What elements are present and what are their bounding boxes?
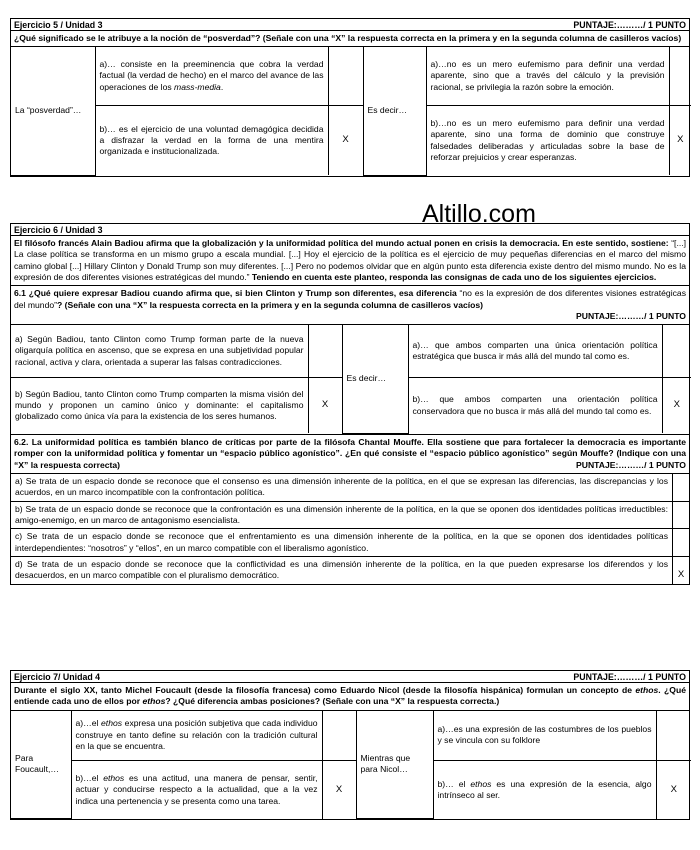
exercise-6-2-option: a) Se trata de un espacio donde se reconoce que el consenso es una dimensión inherente de la política, en el que se expresan las diferencias, las discrepancias y los acuerdos, en un marco incompatible con la confrontación política. xyxy=(11,474,689,502)
exercise-7-checkbox-a2[interactable] xyxy=(656,711,691,761)
exercise-7 xyxy=(10,670,690,820)
exercise-5-table xyxy=(11,47,691,176)
exercise-7-question: Durante el siglo XX, tanto Michel Foucault (desde la filosofía francesa) como Eduardo Nicol (desde la filosofía hispánica) formulan un concepto de ethos. ¿Qué entiende cada uno de ellos por ethos? ¿Qué diferencia ambas posiciones? (Señale con una “X” la respuesta correcta.) xyxy=(11,683,689,711)
exercise-6-2-options xyxy=(11,474,689,584)
exercise-7-score: PUNTAJE:………/ 1 PUNTO xyxy=(573,672,686,682)
exercise-6-2-checkbox-a[interactable] xyxy=(673,474,689,501)
exercise-7-option-a1: a)…el ethos expresa una posición subjetiva que cada individuo construye en tanto define su relación con la tradición cultural en la que se encuentra. xyxy=(71,711,322,761)
exercise-5-left-label: La “posverdad”… xyxy=(11,47,95,175)
exercise-7-checkbox-a1[interactable] xyxy=(322,711,356,761)
exercise-7-connector: Mientras que para Nicol… xyxy=(356,711,433,819)
exercise-6-1-score: PUNTAJE:………/ 1 PUNTO xyxy=(576,311,686,322)
exercise-6-1-checkbox-b1[interactable]: X xyxy=(308,377,342,433)
exercise-6-1-checkbox-b2[interactable]: X xyxy=(662,377,691,433)
exercise-5-checkbox-a1[interactable] xyxy=(328,47,363,105)
watermark: Altillo.com xyxy=(422,200,536,228)
exercise-7-title: Ejercicio 7/ Unidad 4 xyxy=(14,672,101,682)
exercise-5-option-b2: b)…no es un mero eufemismo para definir una verdad aparente, sino una forma de dominio que construye falsedades deliberadas y articuladas sobre la base de reforzar prejuicios y crear esperanzas. xyxy=(426,105,669,175)
exercise-5-checkbox-b2[interactable]: X xyxy=(669,105,691,175)
exercise-6-2-checkbox-b[interactable] xyxy=(673,502,689,529)
exercise-7-header xyxy=(11,671,689,683)
exercise-5 xyxy=(10,18,690,177)
exercise-6-1-connector: Es decir… xyxy=(342,325,408,433)
exercise-6-title: Ejercicio 6 / Unidad 3 xyxy=(14,225,103,235)
exercise-6-2-option: b) Se trata de un espacio donde se reconoce que la confrontación es una dimensión inherente de la política, en la que se oponen dos identidades políticas irreductibles: amigo-enemigo, en un marco de antagonismo esencialista. xyxy=(11,502,689,530)
exercise-5-option-a2: a)…no es un mero eufemismo para definir una verdad aparente, sino que a través del cálculo y la previsión racional, se privilegia la razón sobre la emoción. xyxy=(426,47,669,105)
exercise-5-header xyxy=(11,19,689,31)
exercise-5-checkbox-a2[interactable] xyxy=(669,47,691,105)
exercise-6-1-checkbox-a1[interactable] xyxy=(308,325,342,377)
exercise-7-table xyxy=(11,711,691,820)
exercise-6-2-checkbox-c[interactable] xyxy=(673,529,689,556)
exercise-5-connector: Es decir… xyxy=(363,47,426,175)
exercise-7-left-label: Para Foucault,… xyxy=(11,711,71,819)
exercise-6-1-checkbox-a2[interactable] xyxy=(662,325,691,377)
exercise-6-1-option-b2: b)… que ambos comparten una orientación política conservadora que no busca ir más allá del mundo tal como es. xyxy=(408,377,662,433)
exercise-6-1-option-a1: a) Según Badiou, tanto Clinton como Trump forman parte de la nueva oligarquía política en ascenso, que se expresa en una subjetividad popular racional, activa y clara, orientada a superar las falsas contradicciones. xyxy=(11,325,308,377)
exercise-7-checkbox-b2[interactable]: X xyxy=(656,761,691,819)
exercise-5-score: PUNTAJE:………/ 1 PUNTO xyxy=(573,20,686,30)
exercise-6 xyxy=(10,223,690,585)
exercise-6-1-option-a2: a)… que ambos comparten una única orientación política estratégica que busca ir más allá del mundo tal como es. xyxy=(408,325,662,377)
exercise-5-title: Ejercicio 5 / Unidad 3 xyxy=(14,20,103,30)
exercise-5-checkbox-b1[interactable]: X xyxy=(328,105,363,175)
exercise-6-1-question: 6.1 ¿Qué quiere expresar Badiou cuando afirma que, si bien Clinton y Trump son diferentes, esa diferencia “no es la expresión de dos diferentes visiones estratégicas del mundo”? (Señale con una “X” la respuesta correcta en la primera y en la segunda columna de casilleros vacíos) PUNTAJE:………/ 1 PUNTO xyxy=(11,286,689,325)
exercise-6-header xyxy=(11,224,689,236)
exercise-7-checkbox-b1[interactable]: X xyxy=(322,761,356,819)
exercise-5-question: ¿Qué significado se le atribuye a la noción de “posverdad”? (Señale con una “X” la respuesta correcta en la primera y en la segunda columna de casilleros vacíos) xyxy=(11,31,689,47)
exercise-7-option-b2: b)… el ethos es una expresión de la esencia, algo intrínseco al ser. xyxy=(433,761,656,819)
exercise-6-2-score: PUNTAJE:………/ 1 PUNTO xyxy=(576,459,686,470)
exercise-7-option-a2: a)…es una expresión de las costumbres de los pueblos y se vincula con su folklore xyxy=(433,711,656,761)
exercise-5-option-a1: a)… consiste en la preeminencia que cobra la verdad factual (la verdad de hecho) en el marco del avance de las operaciones de los mass-media. xyxy=(95,47,328,105)
exercise-6-2-option: d) Se trata de un espacio donde se reconoce que la conflictividad es una dimensión inherente de la política, en la que pueden expresarse los diferendos y los desacuerdos, en un marco compatible con el pluralismo democrático. X xyxy=(11,557,689,584)
exercise-6-1-option-b1: b) Según Badiou, tanto Clinton como Trump comparten la misma visión del mundo y proponen un camino único y dominante: el capitalismo globalizado como única vía para la existencia de los seres humanos. xyxy=(11,377,308,433)
exercise-6-2-question: 6.2. La uniformidad política es también blanco de críticas por parte de la filósofa Chantal Mouffe. Ella sostiene que para fortalecer la democracia es importante romper con la uniformidad política y fomentar un “espacio público agonístico”. ¿En qué consiste el “espacio público agonístico” según Mouffe? (Indique con una “X” la respuesta correcta) PUNTAJE:………/ 1 PUNTO xyxy=(11,434,689,474)
exercise-6-1-table xyxy=(11,325,691,434)
exercise-6-2-checkbox-d[interactable]: X xyxy=(677,569,685,581)
exercise-6-intro: El filósofo francés Alain Badiou afirma que la globalización y la uniformidad política del mundo actual ponen en crisis la democracia. En este sentido, sostiene: “[...] La clase política se transforma en un mismo grupo a escala mundial. [...] Hoy el ejercicio de la política es el ejercicio de muy pequeñas diferencias en el marco del mismo camino global [...] Hillary Clinton y Donald Trump son muy diferentes. [...] Pero no podemos olvidar que en algún punto esta diferencia existe dentro del mismo mundo. No es la expresión de dos diferentes visiones estratégicas del mundo.” Teniendo en cuenta este planteo, responda las consignas de cada uno de los siguientes ejercicios. xyxy=(11,236,689,286)
exercise-6-2-option: c) Se trata de un espacio donde se reconoce que el enfrentamiento es una dimensión inherente de la política, en la que se oponen dos identidades políticas interdependientes: “nosotros” y “ellos”, en un marco compatible con el liberalismo agonístico. xyxy=(11,529,689,557)
exercise-5-option-b1: b)… es el ejercicio de una voluntad demagógica decidida a disfrazar la verdad en la forma de una mentira organizada e institucionalizada. xyxy=(95,105,328,175)
exercise-7-option-b1: b)…el ethos es una actitud, una manera de pensar, sentir, actuar y conducirse respecto a la actualidad, que a la vez indica una pertenencia y se presenta como una tarea. xyxy=(71,761,322,819)
